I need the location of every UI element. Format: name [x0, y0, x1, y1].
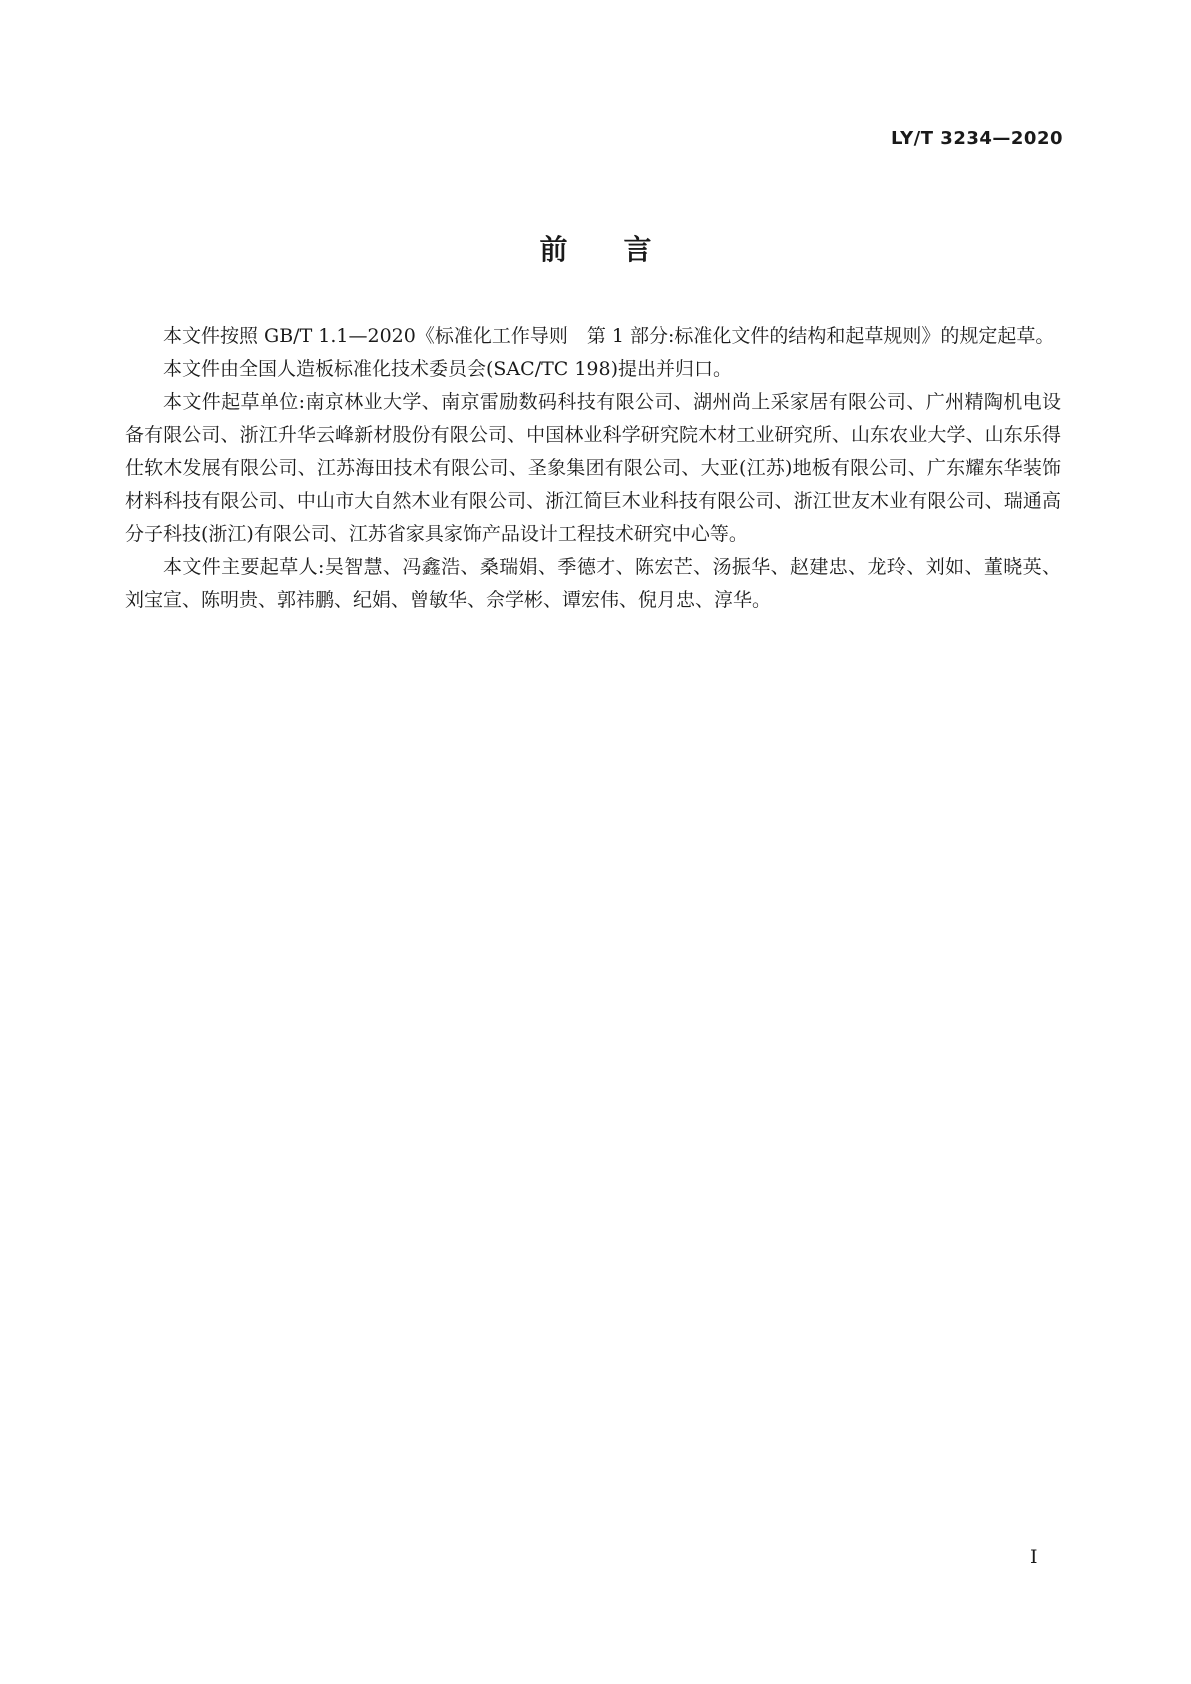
foreword-body — [125, 320, 1061, 617]
paragraph-drafting-rules: 本文件按照 GB/T 1.1—2020《标准化工作导则 第 1 部分:标准化文件的结构和起草规则》的规定起草。 — [163, 325, 1055, 347]
paragraph-proposer: 本文件由全国人造板标准化技术委员会(SAC/TC 198)提出并归口。 — [163, 358, 733, 380]
page-title: 前言 — [539, 233, 708, 266]
paragraph-drafting-units: 本文件起草单位:南京林业大学、南京雷励数码科技有限公司、湖州尚上采家居有限公司、广州精陶机电设备有限公司、浙江升华云峰新材股份有限公司、中国林业科学研究院木材工业研究所、山东农业大学、山东乐得仕软木发展有限公司、江苏海田技术有限公司、圣象集团有限公司、大亚(江苏)地板有限公司、广东耀东华装饰材料科技有限公司、中山市大自然木业有限公司、浙江简巨木业科技有限公司、浙江世友木业有限公司、瑞通高分子科技(浙江)有限公司、江苏省家具家饰产品设计工程技术研究中心等。 — [125, 391, 1061, 545]
document-code: LY/T 3234—2020 — [890, 128, 1063, 149]
paragraph-drafters: 本文件主要起草人:吴智慧、冯鑫浩、桑瑞娟、季德才、陈宏芒、汤振华、赵建忠、龙玲、刘如、董晓英、刘宝宣、陈明贵、郭祎鹏、纪娟、曾敏华、佘学彬、谭宏伟、倪月忠、淳华。 — [125, 556, 1061, 611]
page-number: I — [1030, 1546, 1038, 1568]
